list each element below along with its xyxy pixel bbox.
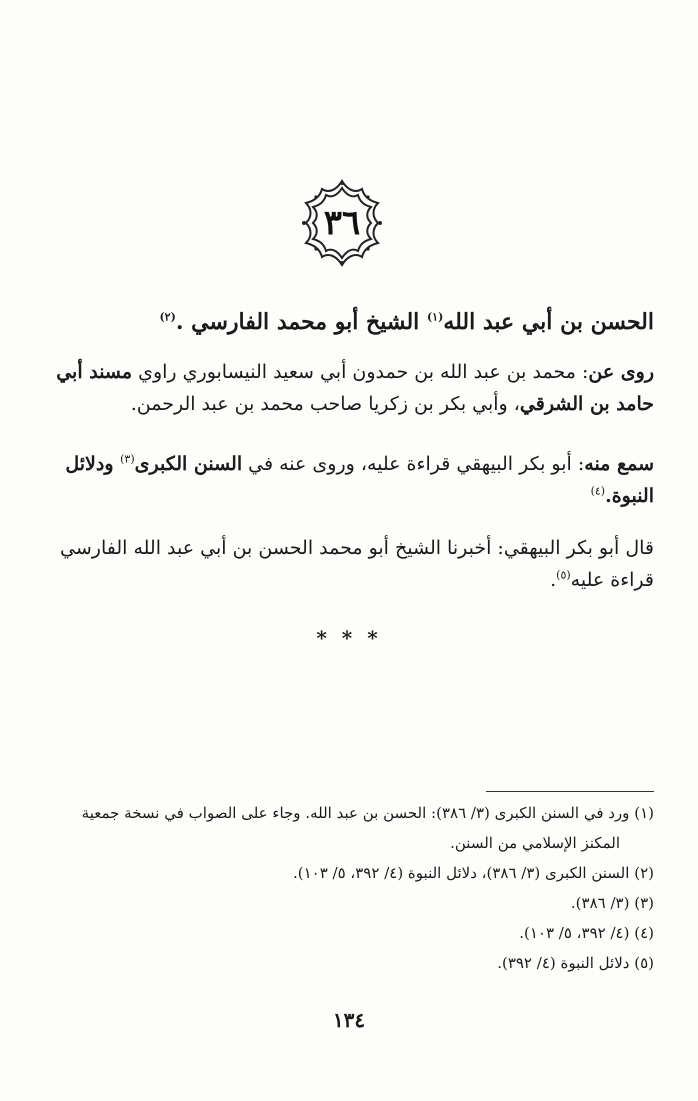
- page-number: ١٣٤: [332, 1008, 366, 1032]
- qala-text: قال أبو بكر البيهقي: أخبرنا الشيخ أبو محمد الحسن بن أبي عبد الله الفارسي قراءة عليه: [60, 537, 654, 591]
- footnote-number: (٤): [634, 924, 654, 942]
- samaa-book-dalail: ودلائل النبوة.: [65, 453, 654, 507]
- riwaya-label: روى عن: [588, 361, 654, 383]
- footnote-number: (١): [634, 804, 654, 822]
- footnote-ref-5[interactable]: (٥): [556, 568, 571, 582]
- qala-end: .: [550, 569, 557, 591]
- footnote-5: [40, 948, 654, 978]
- riwaya-book-title: مسند أبي حامد بن الشرقي: [56, 361, 654, 415]
- samaa-sep: :: [571, 453, 585, 475]
- footnote-text: (٤/ ٣٩٢، ٥/ ١٠٣).: [519, 924, 630, 942]
- footnote-1: [40, 798, 654, 858]
- footnote-ref-1[interactable]: (١): [426, 310, 444, 324]
- paragraph-qala: [40, 532, 654, 596]
- title-name: الحسن بن أبي عبد الله: [443, 309, 654, 335]
- footnote-number: (٣): [634, 894, 654, 912]
- footnote-ref-3[interactable]: (٣): [120, 452, 135, 466]
- riwaya-text-c: ، وأبي بكر بن زكريا صاحب محمد بن عبد الرحمن.: [130, 393, 520, 415]
- footnote-text: (٣/ ٣٨٦).: [570, 894, 630, 912]
- chapter-ornament: [296, 177, 388, 269]
- footnote-2: [40, 858, 654, 888]
- footnote-ref-4[interactable]: (٤): [590, 484, 606, 498]
- paragraph-samaa: [40, 448, 654, 512]
- samaa-book-sunan: السنن الكبرى: [134, 453, 243, 475]
- footnotes: [40, 798, 654, 978]
- footnote-3: [40, 888, 654, 918]
- chapter-number: ٣٦: [323, 203, 361, 243]
- samaa-text-a: أبو بكر البيهقي قراءة عليه، وروى عنه في: [242, 453, 572, 475]
- footnote-text: ورد في السنن الكبرى (٣/ ٣٨٦): الحسن بن عبد الله. وجاء على الصواب في نسخة جمعية: [81, 804, 630, 822]
- section-separator: * * *: [316, 626, 382, 650]
- riwaya-sep: :: [575, 361, 589, 383]
- entry-title: [40, 306, 654, 338]
- footnote-number: (٢): [634, 864, 654, 882]
- riwaya-text-a: محمد بن عبد الله بن حمدون أبي سعيد النيسابوري راوي: [132, 361, 576, 383]
- footnote-text-continued: المكنز الإسلامي من السنن.: [450, 834, 620, 852]
- footnote-number: (٥): [634, 954, 654, 972]
- title-kunya: الشيخ أبو محمد الفارسي .: [175, 309, 427, 335]
- footnote-text: السنن الكبرى (٣/ ٣٨٦)، دلائل النبوة (٤/ ٣٩٢، ٥/ ١٠٣).: [292, 864, 630, 882]
- footnote-rule: [486, 791, 654, 792]
- footnote-4: [40, 918, 654, 948]
- samaa-label: سمع منه: [584, 453, 654, 475]
- paragraph-riwaya: [40, 356, 654, 420]
- footnote-ref-2[interactable]: (٢): [159, 310, 176, 324]
- footnote-text: دلائل النبوة (٤/ ٣٩٢).: [497, 954, 630, 972]
